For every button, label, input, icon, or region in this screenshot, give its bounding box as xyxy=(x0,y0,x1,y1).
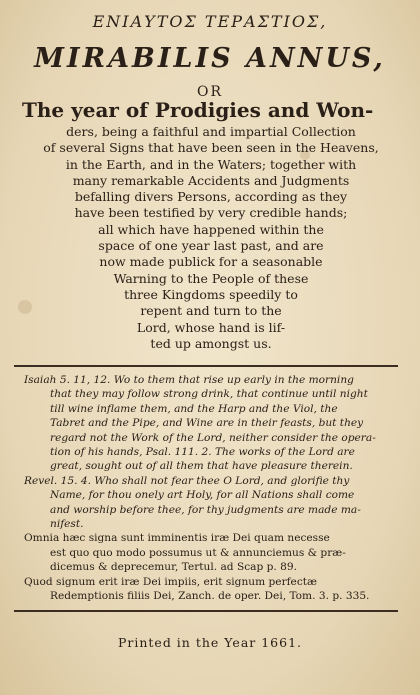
scripture-line: Quod signum erit iræ Dei impiis, erit signum perfectæ xyxy=(24,575,317,588)
scripture-line: till wine inflame them, and the Harp and the Viol, the xyxy=(50,402,338,415)
subtitle-line: space of one year last past, and are xyxy=(98,238,324,254)
scripture-line: Omnia hæc signa sunt imminentis iræ Dei quam necesse xyxy=(24,532,330,545)
greek-title: ΕΝΙΑΥΤΟΣ ΤΕΡΑΣΤΙΟΣ, xyxy=(92,12,328,31)
subtitle-line: ders, being a faithful and impartial Collection xyxy=(66,124,356,139)
scripture-line: Tabret and the Pipe, and Wine are in their feasts, but they xyxy=(50,417,364,430)
scripture-line: Name, for thou onely art Holy, for all Nations shall come xyxy=(50,489,355,502)
scripture-line: Revel. 15. 4. Who shall not fear thee O Lord, and glorifie thy xyxy=(24,474,350,487)
subtitle-line: many remarkable Accidents and Judgments xyxy=(72,172,350,188)
subtitle-line: now made publick for a seasonable xyxy=(99,254,323,270)
scripture-line: nifest. xyxy=(50,518,84,531)
bottom-rule xyxy=(14,610,398,612)
subtitle-line: befalling divers Persons, according as they xyxy=(74,189,348,205)
scripture-line: and worship before thee, for thy judgments are made ma- xyxy=(50,503,361,516)
scripture-line: Redemptionis filiis Dei, Zanch. de oper. Dei, Tom. 3. p. 335. xyxy=(50,590,370,603)
top-rule xyxy=(14,365,398,367)
latin-title: MIRABILIS ANNUS, xyxy=(34,43,386,74)
main-title: The year of Prodigies and Won- xyxy=(22,98,374,122)
subtitle-line: three Kingdoms speedily to xyxy=(124,286,298,302)
subtitle-line: repent and turn to the xyxy=(140,303,282,319)
subtitle-line: Warning to the People of these xyxy=(113,270,309,286)
scripture-line: Isaiah 5. 11, 12. Wo to them that rise up early in the morning xyxy=(24,374,354,386)
scripture-line: tion of his hands, Psal. 111. 2. The works of the Lord are xyxy=(50,446,355,459)
scripture-block xyxy=(24,373,396,604)
imprint: Printed in the Year 1661. xyxy=(117,635,303,650)
scripture-line: great, sought out of all them that have pleasure therein. xyxy=(50,460,353,473)
scripture-line: dicemus & deprecemur, Tertul. ad Scap p. 89. xyxy=(50,561,297,574)
or-separator: OR xyxy=(196,84,224,100)
subtitle-line: all which have happened within the xyxy=(98,221,324,237)
subtitle-line: of several Signs that have been seen in the Heavens, xyxy=(43,140,379,156)
subtitle-line: in the Earth, and in the Waters; together with xyxy=(65,156,357,172)
scripture-line: regard not the Work of the Lord, neither consider the opera- xyxy=(50,431,376,444)
subtitle-line: ted up amongst us. xyxy=(150,335,272,351)
subtitle-line: Lord, whose hand is lif- xyxy=(136,319,286,335)
scripture-line: est quo quo modo possumus ut & annunciemus & præ- xyxy=(50,546,346,559)
scripture-line: that they may follow strong drink, that continue until night xyxy=(50,388,368,401)
subtitle-block xyxy=(28,124,394,352)
subtitle-line: have been testified by very credible hands; xyxy=(74,205,348,221)
